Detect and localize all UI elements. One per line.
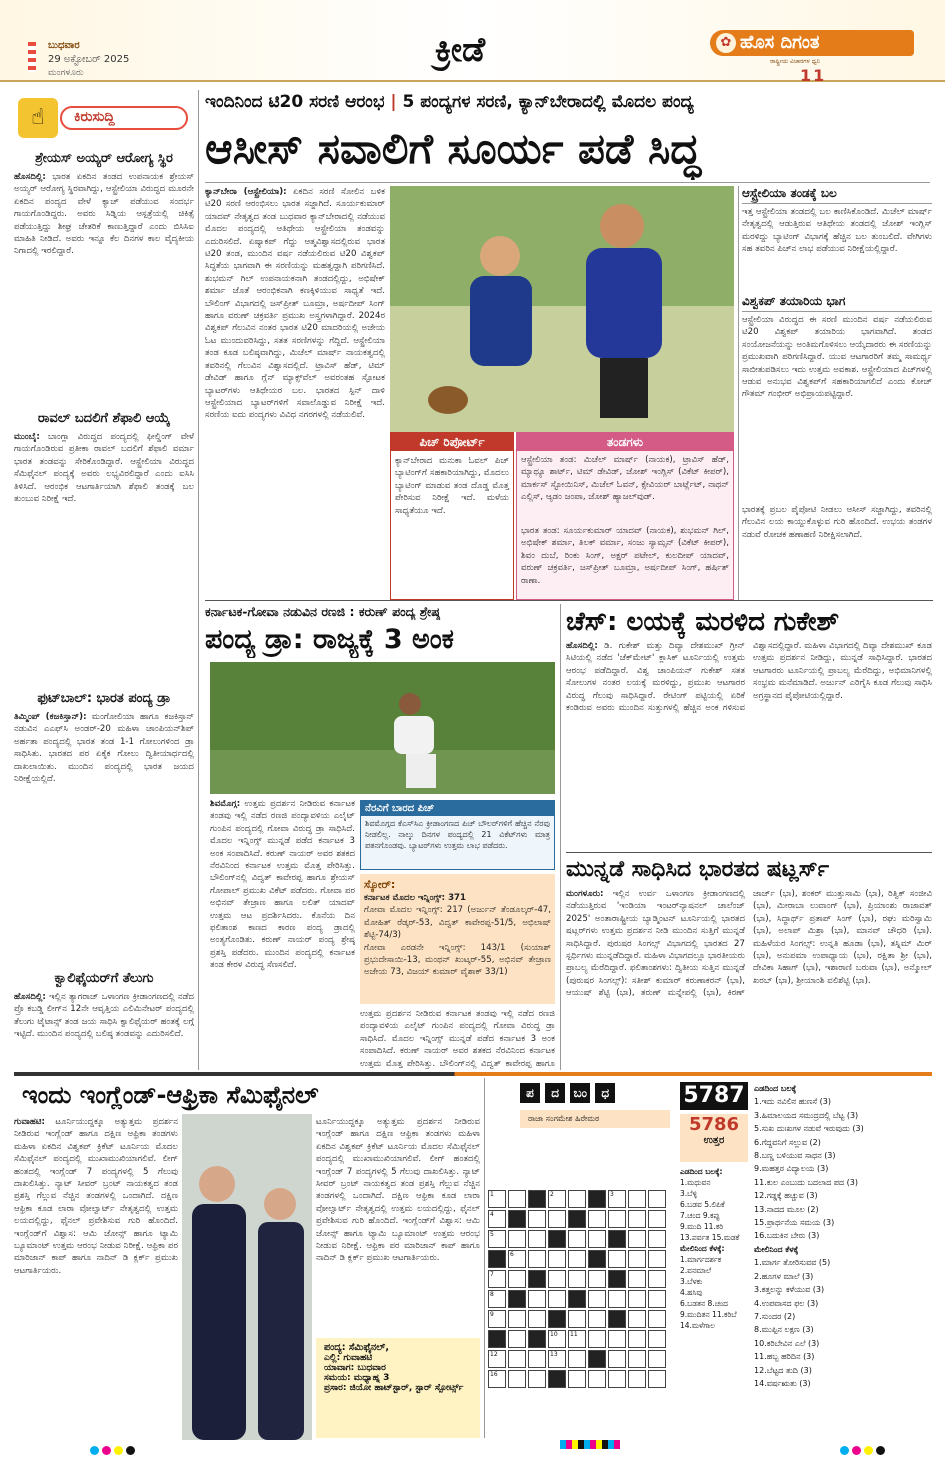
brief-dateline: ತಿಮ್ಮಿಂಪ್ (ಕಜಕಿಸ್ತಾನ್): (14, 712, 87, 722)
crossword-cell[interactable] (528, 1370, 546, 1388)
clue-across: 13.ನಾದದ ಮೂಲ (2) (754, 1204, 819, 1214)
crossword-cell[interactable]: 11 (568, 1330, 586, 1348)
ranji-body (210, 798, 355, 1070)
crossword-cell[interactable] (628, 1290, 646, 1308)
crossword-cell[interactable]: 10 (548, 1330, 566, 1348)
crossword-cell[interactable] (648, 1290, 666, 1308)
crossword-cell[interactable] (548, 1290, 566, 1308)
clue-across: 3.ಹಿಮಾಲಯದ ಸಮುದ್ರದಲ್ಲಿ ಬೆಟ್ಟ (3) (754, 1110, 859, 1120)
shuttlers-dateline: ಮಂಗಳೂರು: (566, 889, 604, 899)
column-divider (560, 604, 561, 1070)
answer-down: 14.ಮಳೆಗಾಲ (680, 1321, 715, 1330)
crossword-cell[interactable] (528, 1210, 546, 1228)
crossword-title-letter: ಪ (520, 1083, 540, 1103)
brief-title: ರಾವಲ್ ಬದಲಿಗೆ ಶೆಫಾಲಿ ಆಯ್ಕೆ (37, 411, 171, 426)
crossword-cell[interactable] (588, 1270, 606, 1288)
pitch-help-box (360, 800, 555, 870)
crossword-cell[interactable] (588, 1210, 606, 1228)
ranji-photo-illustration (210, 662, 555, 794)
brief-body (14, 431, 194, 691)
ranji-dateline: ಶಿವಮೊಗ್ಗ: (210, 799, 241, 809)
semifinal-info-line: ಎಲ್ಲಿ: ಗುವಾಹಟಿ (324, 1353, 373, 1363)
lead-kicker (205, 92, 930, 118)
worldcup-box (742, 294, 932, 500)
crossword-cell[interactable] (488, 1330, 506, 1348)
ranji-continued (360, 1008, 555, 1070)
crossword-cell[interactable] (548, 1310, 566, 1328)
crossword-title-letter: ಧ (595, 1083, 615, 1103)
brand-block (710, 28, 914, 85)
crossword-cell[interactable]: 1 (488, 1190, 506, 1208)
brief-text: ಬಾಂಗ್ಲಾ ವಿರುದ್ಧದ ಪಂದ್ಯದಲ್ಲಿ ಫೀಲ್ಡಿಂಗ್ ವೇಳೆ ಗಾಯಗೊಂಡಿರುವ ಪ್ರತೀಕಾ ರಾವಲ್ ಬದಲಿಗೆ ಶೆಫಾಲಿ ವರ್ಮಾ ಭಾರತ ತಂಡವನ್ನು ಸೇರಿಕೊಂಡಿದ್ದಾರೆ. ಆಸ್ಟ್ರೇಲಿಯಾ ವಿರುದ್ಧದ ಸೆಮಿಫೈನಲ್ ಪಂದ್ಯಕ್ಕೆ ಅವರು ಲಭ್ಯವಿರಲಿದ್ದಾರೆ ಎಂದು ಐಸಿಸಿ ತಿಳಿಸಿದೆ. ಆರಂಭಿಕ ಆಟಗಾರ್ತಿಯಾಗಿ ಶೆಫಾಲಿ ತಂಡಕ್ಕೆ ಬಲ ತುಂಬುವ ನಿರೀಕ್ಷೆ ಇದೆ. (14, 432, 194, 505)
crossword-cell[interactable] (648, 1190, 666, 1208)
answer-down: 9.ಮುದಿತನ 11.ಕರಿಬೆ (680, 1310, 737, 1319)
clues-down-title: ಮೇಲಿನಿಂದ ಕೆಳಕ್ಕೆ (754, 1244, 799, 1254)
clue-down: 4.ಉಪವಾಸದ ಫಲ (3) (754, 1298, 819, 1308)
hand-icon: ☝ (18, 98, 58, 138)
registration-dots-left (90, 1440, 138, 1459)
kirusuddi-column (14, 90, 194, 1070)
ranji-text: ಉತ್ತಮ ಪ್ರದರ್ಶನ ನೀಡಿರುವ ಕರ್ನಾಟಕ ತಂಡವು ಇಲ್ಲಿ ನಡೆದ ರಣಜಿ ಪಂದ್ಯಾವಳಿಯ ಎಲೈಟ್ ಗುಂಪಿನ ಪಂದ್ಯದಲ್ಲಿ ಗೋವಾ ವಿರುದ್ಧ ಡ್ರಾ ಸಾಧಿಸಿದೆ. ಮೊದಲ ಇನ್ನಿಂಗ್ಸ್ ಮುನ್ನಡೆ ಪಡೆದ ಕರ್ನಾಟಕ 3 ಅಂಕ ಸಂಪಾದಿಸಿದೆ. ಕರುಣ್ ನಾಯರ್ ಅವರ ಶತಕದ ನೆರವಿನಿಂದ ಕರ್ನಾಟಕ ಉತ್ತಮ ಮೊತ್ತ ಪೇರಿಸಿತ್ತು. ಬೌಲಿಂಗ್‌ನಲ್ಲಿ ವಿದ್ವತ್ ಕಾವೇರಪ್ಪ ಹಾಗೂ ಶ್ರೇಯಸ್ ಗೋಪಾಲ್ ಪ್ರಮುಖ ವಿಕೆಟ್ ಪಡೆದರು. ಗೋವಾ ಪರ ಅಭಿನವ್ ತೇಜ್ರಾಣ ಹಾಗೂ ಲಲಿತ್ ಯಾದವ್ ಉತ್ತಮ ಆಟ ಪ್ರದರ್ಶಿಸಿದರು. ಕೊನೆಯ ದಿನ ಫಲಿತಾಂಶ ಕಾಣದ ಕಾರಣ ಪಂದ್ಯ ಡ್ರಾದಲ್ಲಿ ಅಂತ್ಯಗೊಂಡಿತು. ಕರುಣ್ ನಾಯರ್ ಪಂದ್ಯ ಶ್ರೇಷ್ಠ ಪ್ರಶಸ್ತಿ ಪಡೆದರು. ಮುಂದಿನ ಪಂದ್ಯದಲ್ಲಿ ಕರ್ನಾಟಕ ತಂಡ ಕೇರಳ ವಿರುದ್ಧ ಸೆಣಸಲಿದೆ. (210, 799, 355, 971)
crossword-cell[interactable] (648, 1250, 666, 1268)
lead-kicker-right: 5 ಪಂದ್ಯಗಳ ಸರಣಿ, ಕ್ಯಾನ್‌ಬೇರಾದಲ್ಲಿ ಮೊದಲ ಪಂದ್ಯ (402, 92, 694, 112)
clue-across: 1.ಇದು ನವಿಲಿನ ಹುಣಸೆ (3) (754, 1097, 831, 1107)
crossword-cell[interactable] (568, 1290, 586, 1308)
crossword-cell[interactable] (608, 1370, 626, 1388)
clue-down: 12.ಬೆಟ್ಟದ ತುದಿ (3) (754, 1365, 812, 1375)
crossword-cell[interactable] (608, 1270, 626, 1288)
kirusuddi-header (14, 98, 192, 138)
crossword-cell[interactable] (628, 1270, 646, 1288)
crossword-cell[interactable] (648, 1230, 666, 1248)
crossword-cell[interactable]: 13 (548, 1350, 566, 1368)
semifinal-text-continued: ಟೂರ್ನಿಯುದ್ದಕ್ಕೂ ಅತ್ಯುತ್ತಮ ಪ್ರದರ್ಶನ ನೀಡಿರುವ ಇಂಗ್ಲೆಂಡ್ ಹಾಗೂ ದಕ್ಷಿಣ ಆಫ್ರಿಕಾ ತಂಡಗಳು ಮಹಿಳಾ ಏಕದಿನ ವಿಶ್ವಕಪ್ ಕ್ರಿಕೆಟ್ ಟೂರ್ನಿಯ ಮೊದಲ ಸೆಮಿಫೈನಲ್ ಪಂದ್ಯದಲ್ಲಿ ಮುಖಾಮುಖಿಯಾಗಲಿವೆ. ಲೀಗ್ ಹಂತದಲ್ಲಿ ಇಂಗ್ಲೆಂಡ್ 7 ಪಂದ್ಯಗಳಲ್ಲಿ 5 ಗೆಲುವು ದಾಖಲಿಸಿತ್ತು. ನ್ಯಾಟ್ ಸೀವರ್ ಬ್ರಂಟ್ ನಾಯಕತ್ವದ ತಂಡ ಪ್ರಶಸ್ತಿ ಗೆಲ್ಲುವ ನೆಚ್ಚಿನ ತಂಡಗಳಲ್ಲಿ ಒಂದಾಗಿದೆ. ದಕ್ಷಿಣ ಆಫ್ರಿಕಾ ಕೂಡ ಲಾರಾ ವೋಲ್ವಾರ್ಟ್ ನೇತೃತ್ವದಲ್ಲಿ ಉತ್ತಮ ಲಯದಲ್ಲಿದ್ದು, ಫೈನಲ್ ಪ್ರವೇಶಿಸುವ ಗುರಿ ಹೊಂದಿದೆ. ಇಂಗ್ಲೆಂಡ್‌ಗೆ ವಿಶ್ವಾಸ: ಆಮಿ ಜೋನ್ಸ್ ಹಾಗೂ ಟ್ಯಾಮಿ ಬ್ಯೂಮಾಂಟ್ ಉತ್ತಮ ಆರಂಭ ನೀಡುವ ನಿರೀಕ್ಷೆ. ಆಫ್ರಿಕಾ ಪರ ಮಾರಿಜಾನ್ ಕಾಪ್ ಹಾಗೂ ನಾದಿನ್ ಡಿ ಕ್ಲರ್ಕ್ ಪ್ರಮುಖ ಆಟಗಾರ್ತಿಯರು. (316, 1117, 480, 1264)
crossword-cell[interactable] (568, 1350, 586, 1368)
lead-photo-illustration (390, 186, 734, 432)
brief-title: ಕ್ವಾಲಿಫೈಯರ್‌ಗೆ ತೆಲುಗು (54, 971, 154, 986)
clue-down: 3.ಕತ್ತಲನ್ನು ಕಳೆಯುವ (3) (754, 1285, 825, 1295)
semifinal-info-box (316, 1338, 480, 1438)
crossword-cell[interactable] (628, 1330, 646, 1348)
crossword-cell[interactable] (568, 1310, 586, 1328)
ranji-photo (210, 662, 555, 794)
crossword-cell[interactable] (628, 1310, 646, 1328)
crossword-cell[interactable] (628, 1250, 646, 1268)
crossword-prev-answers (680, 1166, 750, 1438)
crossword-cell[interactable] (588, 1310, 606, 1328)
crossword-cell[interactable] (608, 1210, 626, 1228)
crossword-title-letter: ದ (545, 1083, 565, 1103)
crossword-cell[interactable] (588, 1290, 606, 1308)
score-title: ಸ್ಕೋರ್: (364, 878, 396, 891)
crossword-cell[interactable] (528, 1250, 546, 1268)
headline-rule (205, 182, 930, 183)
crossword-cell[interactable] (608, 1310, 626, 1328)
crossword-cell[interactable] (628, 1230, 646, 1248)
crossword-cell[interactable] (528, 1290, 546, 1308)
answer-down: 4.ಹಸಿವು (680, 1288, 703, 1297)
crossword-cell[interactable] (548, 1230, 566, 1248)
answer-down: 6.ಬಡತನ 8.ಚಂದ (680, 1299, 728, 1308)
masthead (0, 0, 945, 85)
column-divider (198, 90, 199, 1070)
crossword-cell[interactable] (508, 1270, 526, 1288)
crossword-cell[interactable] (548, 1250, 566, 1268)
crossword-cell[interactable] (508, 1370, 526, 1388)
crossword-grid (488, 1130, 676, 1430)
chess-body (566, 640, 932, 850)
crossword-cell[interactable] (528, 1230, 546, 1248)
pitch-report-box (390, 432, 514, 600)
semifinal-info-line: ಪ್ರಸಾರ: ಜಿಯೋ ಹಾಟ್‌ಸ್ಟಾರ್, ಸ್ಟಾರ್ ಸ್ಪೋರ್ಟ್ಸ್ (324, 1383, 464, 1393)
kirusuddi-label: ಕಿರುಸುದ್ದಿ (74, 109, 115, 125)
answer-down: 1.ಮಾರ್ಗದರ್ಶಕ (680, 1255, 722, 1264)
answers-across-title: ಎಡದಿಂದ ಬಲಕ್ಕೆ: (680, 1167, 723, 1176)
section-rule (205, 600, 933, 601)
answer-down: 2.ವನಮಾಲೆ (680, 1266, 712, 1275)
crossword-cell[interactable] (648, 1330, 666, 1348)
brief-3 (14, 690, 194, 950)
crossword-cell[interactable] (588, 1330, 606, 1348)
clue-across: 15.ಪ್ರಾರ್ಥನೆಯ ಸಮಯ (3) (754, 1218, 835, 1228)
crossword-clues (754, 1082, 934, 1438)
semifinal-body (14, 1116, 178, 1436)
squads-ind: ಭಾರತ ತಂಡ: ಸೂರ್ಯಕುಮಾರ್ ಯಾದವ್ (ನಾಯಕ), ಶುಭಮನ್ ಗಿಲ್, ಅಭಿಷೇಕ್ ಶರ್ಮಾ, ತಿಲಕ್ ವರ್ಮಾ, ಸಂಜು ಸ್ಯಾಮ್ಸನ್ (ವಿಕೆಟ್ ಕೀಪರ್), ಶಿವಂ ದುಬೆ, ರಿಂಕು ಸಿಂಗ್, ಅಕ್ಷರ್ ಪಟೇಲ್, ಕುಲದೀಪ್ ಯಾದವ್, ವರುಣ್ ಚಕ್ರವರ್ತಿ, ಜಸ್‌ಪ್ರೀತ್ ಬೂಮ್ರಾ, ಅರ್ಷದೀಪ್ ಸಿಂಗ್, ಹರ್ಷಿತ್ ರಾಣಾ. (521, 526, 729, 586)
registration-bar (560, 1440, 620, 1449)
pitch-report-title: ಪಿಚ್ ರಿಪೋರ್ಟ್ (391, 433, 513, 451)
clue-down: 14.ವರ್ಷಋತು (3) (754, 1378, 811, 1388)
crossword-cell[interactable]: 2 (548, 1190, 566, 1208)
brand-name: ಹೊಸ ದಿಗಂತ (740, 32, 820, 53)
masthead-day: ಬುಧವಾರ (48, 40, 80, 51)
crossword-cell[interactable] (628, 1210, 646, 1228)
crossword-prev-number: 5786 (688, 1114, 740, 1135)
registration-dots-right (840, 1440, 888, 1459)
score-line-1: ಕರ್ನಾಟಕ ಮೊದಲ ಇನ್ನಿಂಗ್ಸ್: 371 (364, 893, 467, 903)
crossword-credit (520, 1110, 670, 1128)
semifinal-photo (182, 1114, 312, 1440)
crossword-cell[interactable] (648, 1310, 666, 1328)
clue-across: 16.ಬದುಕಿನ ಬೇರು (3) (754, 1231, 820, 1241)
lead-body (205, 186, 385, 600)
section-title: ಕ್ರೀಡೆ (434, 30, 486, 70)
crossword-cell[interactable] (528, 1190, 546, 1208)
semifinal-info-line: ಯಾವಾಗ: ಬುಧವಾರ (324, 1363, 386, 1373)
answer-across: 3.ಬೆಳ್ಳಿ (680, 1189, 698, 1198)
answer-down: 3.ಬೆಳಕು (680, 1277, 703, 1286)
brief-dateline: ಮುಂಬೈ: (14, 432, 40, 442)
crossword-cell[interactable]: 9 (488, 1310, 506, 1328)
clue-down: 8.ಮುಪ್ಪಿನ ಲಕ್ಷಣ (3) (754, 1325, 814, 1335)
clue-down: 10.ಕರಿಬೇವಿನ ಎಲೆ (3) (754, 1338, 820, 1348)
crossword-cell[interactable] (588, 1230, 606, 1248)
ranji-headline: ಪಂದ್ಯ ಡ್ರಾ: ರಾಜ್ಯಕ್ಕೆ 3 ಅಂಕ (205, 624, 454, 655)
crossword-cell[interactable]: 16 (488, 1370, 506, 1388)
chess-dateline: ಹೊಸದಿಲ್ಲಿ: (566, 641, 598, 651)
crossword-cell[interactable] (608, 1230, 626, 1248)
crossword-cell[interactable] (568, 1270, 586, 1288)
column-divider (738, 186, 739, 600)
crossword-cell[interactable] (568, 1230, 586, 1248)
squads-title: ತಂಡಗಳು (517, 433, 733, 451)
page-number: 11 (800, 66, 827, 85)
clue-down: 2.ಹೂಗಳ ಮಾಲೆ (3) (754, 1271, 814, 1281)
ranji-kicker: ಕರ್ನಾಟಕ-ಗೋವಾ ನಡುವಿನ ರಣಜಿ : ಕರುಣ್ ಪಂದ್ಯ ಶ್ರೇಷ್ಠ (205, 604, 440, 619)
crossword-number: 5787 (680, 1082, 748, 1110)
kicker-separator: | (390, 92, 403, 112)
shuttlers-headline: ಮುನ್ನಡೆ ಸಾಧಿಸಿದ ಭಾರತದ ಷಟ್ಲರ್ಸ್ (566, 857, 829, 882)
crossword-cell[interactable] (568, 1370, 586, 1388)
shuttlers-text: ಇಲ್ಲಿನ ಉರ್ವ ಒಳಾಂಗಣ ಕ್ರೀಡಾಂಗಣದಲ್ಲಿ ನಡೆಯುತ್ತಿರುವ 'ಇಂಡಿಯಾ ಇಂಟರ್‌ನ್ಯಾಷನಲ್ ಚಾಲೆಂಜ್ 2025' ಅಂತಾರಾಷ್ಟ್ರೀಯ ಬ್ಯಾಡ್ಮಿಂಟನ್ ಟೂರ್ನಿಯಲ್ಲಿ ಭಾರತದ ಷಟ್ಲರ್‌ಗಳು ಉತ್ತಮ ಪ್ರದರ್ಶನ ನೀಡಿ ಮುಂದಿನ ಸುತ್ತಿಗೆ ಮುನ್ನಡೆ ಸಾಧಿಸಿದ್ದಾರೆ. ಪುರುಷರ ಸಿಂಗಲ್ಸ್ ವಿಭಾಗದಲ್ಲಿ ಭಾರತದ 27 ಸ್ಪರ್ಧಿಗಳು ಮುನ್ನಡೆದಿದ್ದಾರೆ. ಮಹಿಳಾ ವಿಭಾಗದಲ್ಲೂ ಭಾರತೀಯರು ಪ್ರಾಬಲ್ಯ ಮೆರೆದಿದ್ದಾರೆ. ಫಲಿತಾಂಶಗಳು: ದ್ವಿತೀಯ ಸುತ್ತಿನ ಮುನ್ನಡೆ (ಪುರುಷರ ಸಿಂಗಲ್ಸ್): ಸತೀಶ್ ಕುಮಾರ್ ಕರುಣಾಕರನ್ (ಭಾ), ಆಯುಷ್ ಶೆಟ್ಟಿ (ಭಾ), ತರುಣ್ ಮನ್ನೇಪಲ್ಲಿ (ಭಾ), ಕಿರಣ್ ಜಾರ್ಜ್ (ಭಾ), ಶಂಕರ್ ಮುತ್ತುಸಾಮಿ (ಭಾ), ರಿತ್ವಿಕ್ ಸಂಜೀವಿ (ಭಾ), ಮೀರಾಬಾ ಲುವಾಂಗ್ (ಭಾ), ಪ್ರಿಯಾಂಶು ರಾಜಾವತ್ (ಭಾ), ಸಿದ್ಧಾರ್ಥ್ ಪ್ರತಾಪ್ ಸಿಂಗ್ (ಭಾ), ರಘು ಮರಿಸ್ವಾಮಿ (ಭಾ), ಅಲಾಪ್ ಮಿಶ್ರಾ (ಭಾ), ಮಾನವ್ ಚೌಧರಿ (ಭಾ). ಮಹಿಳೆಯರ ಸಿಂಗಲ್ಸ್: ಉನ್ನತಿ ಹೂಡಾ (ಭಾ), ತಸ್ನಿಮ್ ಮಿರ್ (ಭಾ), ಅನುಪಮಾ ಉಪಾಧ್ಯಾಯ (ಭಾ), ರಕ್ಷಿತಾ ಶ್ರೀ (ಭಾ), ದೇವಿಕಾ ಸಿಹಾಗ್ (ಭಾ), ಇಶಾರಾಣಿ ಬರುವಾ (ಭಾ), ಅನ್ಮೋಲ್ ಖರಬ್ (ಭಾ), ಶ್ರೀಯಾಂಶಿ ವಲಿಶೆಟ್ಟಿ (ಭಾ). (566, 889, 932, 999)
crossword-cell[interactable] (568, 1250, 586, 1268)
brief-text: ಭಾರತ ಏಕದಿನ ತಂಡದ ಉಪನಾಯಕ ಶ್ರೇಯಸ್ ಅಯ್ಯರ್ ಆರೋಗ್ಯ ಸ್ಥಿರವಾಗಿದ್ದು, ಆಸ್ಟ್ರೇಲಿಯಾ ವಿರುದ್ಧದ ಮೂರನೇ ಏಕದಿನ ಪಂದ್ಯದ ವೇಳೆ ಕ್ಯಾಚ್ ಪಡೆಯುವ ಸಂದರ್ಭ ಗಾಯಗೊಂಡಿದ್ದರು. ಅವರು ಸಿಡ್ನಿಯ ಆಸ್ಪತ್ರೆಯಲ್ಲಿ ಚಿಕಿತ್ಸೆ ಪಡೆಯುತ್ತಿದ್ದು ಶೀಘ್ರ ಚೇತರಿಕೆ ಕಾಣುತ್ತಿದ್ದಾರೆ ಎಂದು ಬಿಸಿಸಿಐ ಮಾಹಿತಿ ನೀಡಿದೆ. ಅವರು ಇನ್ನೂ ಕೆಲ ದಿನಗಳ ಕಾಲ ವೈದ್ಯಕೀಯ ನಿಗಾದಲ್ಲಿ ಇರಲಿದ್ದಾರೆ. (14, 172, 194, 257)
crossword-cell[interactable] (548, 1210, 566, 1228)
crossword-prev-box (680, 1114, 748, 1162)
answer-across: 6.ಬಡವ 5.ಲಿಪಿಕೆ (680, 1200, 725, 1209)
crossword-cell[interactable]: 6 (508, 1250, 526, 1268)
semifinal-text: ಟೂರ್ನಿಯುದ್ದಕ್ಕೂ ಅತ್ಯುತ್ತಮ ಪ್ರದರ್ಶನ ನೀಡಿರುವ ಇಂಗ್ಲೆಂಡ್ ಹಾಗೂ ದಕ್ಷಿಣ ಆಫ್ರಿಕಾ ತಂಡಗಳು ಮಹಿಳಾ ಏಕದಿನ ವಿಶ್ವಕಪ್ ಕ್ರಿಕೆಟ್ ಟೂರ್ನಿಯ ಮೊದಲ ಸೆಮಿಫೈನಲ್ ಪಂದ್ಯದಲ್ಲಿ ಮುಖಾಮುಖಿಯಾಗಲಿವೆ. ಲೀಗ್ ಹಂತದಲ್ಲಿ ಇಂಗ್ಲೆಂಡ್ 7 ಪಂದ್ಯಗಳಲ್ಲಿ 5 ಗೆಲುವು ದಾಖಲಿಸಿತ್ತು. ನ್ಯಾಟ್ ಸೀವರ್ ಬ್ರಂಟ್ ನಾಯಕತ್ವದ ತಂಡ ಪ್ರಶಸ್ತಿ ಗೆಲ್ಲುವ ನೆಚ್ಚಿನ ತಂಡಗಳಲ್ಲಿ ಒಂದಾಗಿದೆ. ದಕ್ಷಿಣ ಆಫ್ರಿಕಾ ಕೂಡ ಲಾರಾ ವೋಲ್ವಾರ್ಟ್ ನೇತೃತ್ವದಲ್ಲಿ ಉತ್ತಮ ಲಯದಲ್ಲಿದ್ದು, ಫೈನಲ್ ಪ್ರವೇಶಿಸುವ ಗುರಿ ಹೊಂದಿದೆ. ಇಂಗ್ಲೆಂಡ್‌ಗೆ ವಿಶ್ವಾಸ: ಆಮಿ ಜೋನ್ಸ್ ಹಾಗೂ ಟ್ಯಾಮಿ ಬ್ಯೂಮಾಂಟ್ ಉತ್ತಮ ಆರಂಭ ನೀಡುವ ನಿರೀಕ್ಷೆ. ಆಫ್ರಿಕಾ ಪರ ಮಾರಿಜಾನ್ ಕಾಪ್ ಹಾಗೂ ನಾದಿನ್ ಡಿ ಕ್ಲರ್ಕ್ ಪ್ರಮುಖ ಆಟಗಾರ್ತಿಯರು. (14, 1117, 178, 1276)
crossword-cell[interactable] (608, 1290, 626, 1308)
lead-headline: ಆಸೀಸ್ ಸವಾಲಿಗೆ ಸೂರ್ಯ ಪಡೆ ಸಿದ್ಧ (205, 124, 701, 173)
clue-across: 11.ಕುಲ ಎಂಬುದು ಬದಲಾದ ಪದ (3) (754, 1177, 858, 1187)
pitch-help-title: ನೆರವಿಗೆ ಬಾರದ ಪಿಚ್ (361, 801, 554, 816)
clue-across: 9.ಮಹತ್ತರ ವಿದ್ಯಾಲಯ (3) (754, 1164, 829, 1174)
crossword-cell[interactable]: 8 (488, 1290, 506, 1308)
crossword-cell[interactable]: 4 (488, 1210, 506, 1228)
crossword-title (520, 1082, 615, 1104)
crossword-cell[interactable] (588, 1250, 606, 1268)
lead-dateline: ಕ್ಯಾನ್‌ಬೇರಾ (ಆಸ್ಟ್ರೇಲಿಯಾ): (205, 187, 287, 197)
crossword-cell[interactable] (568, 1210, 586, 1228)
clue-across: 5.ಸುಖ ದುಃಖಗಳ ನಡುವೆ ಇರುವುದು (3) (754, 1124, 864, 1134)
crossword-cell[interactable] (508, 1330, 526, 1348)
squads-box (516, 432, 734, 600)
crossword-cell[interactable] (508, 1190, 526, 1208)
crossword-cell[interactable] (608, 1350, 626, 1368)
answer-across: 1.ಮಧುವನ (680, 1178, 711, 1187)
crossword-cell[interactable] (648, 1210, 666, 1228)
crossword-cell[interactable]: 5 (488, 1230, 506, 1248)
crossword-cell[interactable] (588, 1370, 606, 1388)
chess-text: ಡಿ. ಗುಕೇಶ್ ಮತ್ತು ದಿವ್ಯಾ ದೇಶಮುಖ್ ಗ್ರೀನ್ ಸಿಟಿಯಲ್ಲಿ ನಡೆದ 'ಚೆಕ್‌ಮೇಟ್' ಕ್ಲಾಸಿಕ್ ಟೂರ್ನಿಯಲ್ಲಿ ಉತ್ತಮ ಆರಂಭ ಪಡೆದಿದ್ದಾರೆ. ವಿಶ್ವ ಚಾಂಪಿಯನ್ ಗುಕೇಶ್ ಸತತ ಸೋಲುಗಳ ನಂತರ ಲಯಕ್ಕೆ ಮರಳಿದ್ದು, ಪ್ರಮುಖ ಆಟಗಾರರ ವಿರುದ್ಧ ಗೆಲುವು ಸಾಧಿಸಿದ್ದಾರೆ. ರೇಟಿಂಗ್ ಪಟ್ಟಿಯಲ್ಲಿ ಏರಿಕೆ ಕಂಡಿರುವ ಅವರು ಮುಂದಿನ ಸುತ್ತುಗಳಲ್ಲಿ ಹೆಚ್ಚಿನ ಅಂಕ ಗಳಿಸುವ ವಿಶ್ವಾಸದಲ್ಲಿದ್ದಾರೆ. ಮಹಿಳಾ ವಿಭಾಗದಲ್ಲಿ ದಿವ್ಯಾ ದೇಶಮುಖ್ ಕೂಡ ಉತ್ತಮ ಪ್ರದರ್ಶನ ನೀಡಿದ್ದು, ಮುನ್ನಡೆ ಸಾಧಿಸಿದ್ದಾರೆ. ಭಾರತದ ಆಟಗಾರರು ಟೂರ್ನಿಯಲ್ಲಿ ಪ್ರಾಬಲ್ಯ ಮೆರೆದಿದ್ದು, ಅಭಿಮಾನಿಗಳಲ್ಲಿ ಸಂಭ್ರಮ ಮನೆಮಾಡಿದೆ. ಅರ್ಜುನ್ ಎರಿಗೈಸಿ ಕೂಡ ಗೆಲುವು ಸಾಧಿಸಿ ಅಗ್ರಸ್ಥಾನದ ಪೈಪೋಟಿಯಲ್ಲಿದ್ದಾರೆ. (566, 641, 932, 714)
brief-body (14, 171, 194, 401)
crossword-cell[interactable] (648, 1350, 666, 1368)
semifinal-photo-illustration (182, 1114, 312, 1440)
crossword-cell[interactable] (528, 1310, 546, 1328)
score-line-3: ಗೋವಾ ಎರಡನೇ ಇನ್ನಿಂಗ್ಸ್: 143/1 (ಸುಯಾಶ್ ಪ್ರಭುದೇಸಾಯಿ-13, ಮಂಥನ್ ಖುಟ್ಕರ್-55, ಅಭಿನವ್ ತೇಜ್ರಾಣ ಅಜೇಯ 73, ವಿಜಯ್ ಕುಮಾರ್ ವೈಶಾಕ್ 33/1) (364, 942, 551, 978)
lead-text: ಏಕದಿನ ಸರಣಿ ಸೋಲಿನ ಬಳಿಕ ಟಿ20 ಸರಣಿ ಆರಂಭಿಸಲು ಭಾರತ ಸಜ್ಜಾಗಿದೆ. ಸೂರ್ಯಕುಮಾರ್ ಯಾದವ್ ನೇತೃತ್ವದ ತಂಡ ಬುಧವಾರ ಕ್ಯಾನ್‌ಬೇರಾದಲ್ಲಿ ನಡೆಯುವ ಮೊದಲ ಪಂದ್ಯದಲ್ಲಿ ಆತಿಥೇಯ ಆಸ್ಟ್ರೇಲಿಯಾ ತಂಡವನ್ನು ಎದುರಿಸಲಿದೆ. ಏಷ್ಯಾಕಪ್ ಗೆದ್ದು ಆತ್ಮವಿಶ್ವಾಸದಲ್ಲಿರುವ ಭಾರತ ಟಿ20 ತಂಡ, ಮುಂದಿನ ವರ್ಷ ನಡೆಯಲಿರುವ ಟಿ20 ವಿಶ್ವಕಪ್ ಸಿದ್ಧತೆಯ ಭಾಗವಾಗಿ ಈ ಸರಣಿಯನ್ನು ಮಹತ್ವದ್ದಾಗಿ ಪರಿಗಣಿಸಿದೆ. ಶುಭಮನ್ ಗಿಲ್ ಉಪನಾಯಕನಾಗಿ ತಂಡದಲ್ಲಿದ್ದು, ಅಭಿಷೇಕ್ ಶರ್ಮಾ ಜೊತೆ ಆರಂಭಿಕನಾಗಿ ಕಣಕ್ಕಿಳಿಯುವ ಸಾಧ್ಯತೆ ಇದೆ. ಬೌಲಿಂಗ್ ವಿಭಾಗದಲ್ಲಿ ಜಸ್‌ಪ್ರೀತ್ ಬೂಮ್ರಾ, ಅರ್ಷದೀಪ್ ಸಿಂಗ್ ಹಾಗೂ ವರುಣ್ ಚಕ್ರವರ್ತಿ ಪ್ರಮುಖ ಅಸ್ತ್ರಗಳಾಗಿದ್ದಾರೆ. 2024ರ ವಿಶ್ವಕಪ್ ಗೆಲುವಿನ ನಂತರ ಭಾರತ ಟಿ20 ಮಾದರಿಯಲ್ಲಿ ಅಜೇಯ ಓಟ ಮುಂದುವರಿಸಿದ್ದು, ಸತತ ಸರಣಿಗಳನ್ನು ಗೆದ್ದಿದೆ. ಆಸ್ಟ್ರೇಲಿಯಾ ತಂಡ ಕೂಡ ಬಲಿಷ್ಠವಾಗಿದ್ದು, ಮಿಚೆಲ್ ಮಾರ್ಷ್ ನಾಯಕತ್ವದಲ್ಲಿ ತವರಿನಲ್ಲಿ ಗೆಲುವಿನ ವಿಶ್ವಾಸದಲ್ಲಿದೆ. ಟ್ರಾವಿಸ್ ಹೆಡ್, ಟಿಮ್ ಡೇವಿಡ್ ಹಾಗೂ ಗ್ಲೆನ್ ಮ್ಯಾಕ್ಸ್‌ವೆಲ್ ಅವರಂತಹ ಸ್ಫೋಟಕ ಬ್ಯಾಟರ್‌ಗಳು ಆತಿಥೇಯರ ಬಲ. ಭಾರತದ ಸ್ಪಿನ್ ದಾಳಿ ಆಸ್ಟ್ರೇಲಿಯಾದ ಬ್ಯಾಟರ್‌ಗಳಿಗೆ ಸವಾಲೊಡ್ಡುವ ನಿರೀಕ್ಷೆ ಇದೆ. ಸರಣಿಯ ಐದು ಪಂದ್ಯಗಳು ವಿವಿಧ ನಗರಗಳಲ್ಲಿ ನಡೆಯಲಿವೆ. (205, 187, 385, 421)
crossword-cell[interactable] (508, 1350, 526, 1368)
crossword-cell[interactable] (588, 1350, 606, 1368)
clue-down: 7.ಸುಂದರ (2) (754, 1311, 796, 1321)
crossword-credit-text: ರಾಜಾ ಸಂಗಮೇಶ ಹಿರೇಮಠ (528, 1114, 600, 1123)
score-box (360, 874, 555, 1004)
crossword-title-letter: ಬಂ (570, 1083, 590, 1103)
separator-bar (14, 1072, 932, 1076)
brief-body (14, 711, 194, 951)
section-rule (566, 852, 932, 853)
crossword-cell[interactable] (508, 1290, 526, 1308)
lead-kicker-left: ಇಂದಿನಿಂದ ಟಿ20 ಸರಣಿ ಆರಂಭ (205, 92, 385, 112)
clue-across: 12.ಗಡ್ಡಕ್ಕೆ ಹಚ್ಚುವ (3) (754, 1191, 818, 1201)
crossword-cell[interactable] (528, 1330, 546, 1348)
brief-text: ಇಲ್ಲಿನ ತ್ಯಾಗರಾಜ್ ಒಳಾಂಗಣ ಕ್ರೀಡಾಂಗಣದಲ್ಲಿ ನಡೆದ ಪ್ರೊ ಕಬಡ್ಡಿ ಲೀಗ್‌ನ 12ನೇ ಆವೃತ್ತಿಯ ಎಲಿಮಿನೇಟರ್ ಪಂದ್ಯದಲ್ಲಿ ತೆಲುಗು ಟೈಟಾನ್ಸ್ ತಂಡ ಜಯ ಸಾಧಿಸಿ ಕ್ವಾಲಿಫೈಯರ್ ಹಂತಕ್ಕೆ ಲಗ್ಗೆ ಇಟ್ಟಿದೆ. ಮುಂದಿನ ಪಂದ್ಯದಲ್ಲಿ ಬಲಿಷ್ಠ ತಂಡವನ್ನು ಎದುರಿಸಲಿದೆ. (14, 992, 194, 1040)
crossword-cell[interactable] (508, 1230, 526, 1248)
strength-body: ಇತ್ತ ಆಸ್ಟ್ರೇಲಿಯಾ ತಂಡದಲ್ಲಿ ಬಲ ಕಾಣಿಸಿಕೊಂಡಿದೆ. ಮಿಚೆಲ್ ಮಾರ್ಷ್ ನೇತೃತ್ವದಲ್ಲಿ ಆಡುತ್ತಿರುವ ಆತಿಥೇಯ ತಂಡದಲ್ಲಿ ಜೋಶ್ ಇಂಗ್ಲಿಸ್ ಮರಳಿದ್ದು ಬ್ಯಾಟಿಂಗ್ ವಿಭಾಗಕ್ಕೆ ಹೆಚ್ಚಿನ ಬಲ ತುಂಬಲಿದೆ. ವೇಗಿಗಳು ಸಹ ತವರಿನ ಪಿಚ್‌ನ ಲಾಭ ಪಡೆಯುವ ನಿರೀಕ್ಷೆಯಲ್ಲಿದ್ದಾರೆ. (742, 207, 932, 255)
clues-across-title: ಎಡದಿಂದ ಬಲಕ್ಕೆ (754, 1084, 797, 1093)
clue-down: 1.ಮಾರ್ಗ ತೋರಿಸುವವ (5) (754, 1258, 831, 1268)
column-divider (484, 1078, 485, 1438)
crossword-cell[interactable] (528, 1270, 546, 1288)
brand-tagline: ರಾಷ್ಟ್ರೀಯ ವಿಚಾರಗಳ ಧ್ವನಿ (770, 58, 821, 65)
answers-down-title: ಮೇಲಿನಿಂದ ಕೆಳಕ್ಕೆ: (680, 1244, 725, 1253)
clue-down: 11.ಹಬ್ಬ ಹರಿದಿನ (3) (754, 1352, 815, 1362)
lead-photo (390, 186, 734, 432)
crossword-cell[interactable] (608, 1250, 626, 1268)
brief-2 (14, 410, 194, 710)
clue-across: 8.ಬಣ್ಣ ಬಳಿಯುವ ಸಾಧನ (3) (754, 1151, 836, 1161)
score-line-2: ಗೋವಾ ಮೊದಲ ಇನ್ನಿಂಗ್ಸ್: 217 (ಅರ್ಜುನ್ ತೆಂಡೂಲ್ಕರ್-47, ಮೋಹಿತ್ ರೆಡ್ಕರ್-53, ವಿದ್ವತ್ ಕಾವೇರಪ್ಪ-51/5, ಅಭಿಲಾಷ್ ಶೆಟ್ಟಿ-74/3) (364, 905, 551, 941)
semifinal-info-title: ಪಂದ್ಯ: ಸೆಮಿಫೈನಲ್, (324, 1342, 389, 1353)
crossword-cell[interactable] (648, 1370, 666, 1388)
masthead-date: 29 ಅಕ್ಟೋಬರ್ 2025 (48, 54, 130, 65)
crossword-cell[interactable] (528, 1350, 546, 1368)
semifinal-continued (316, 1116, 480, 1336)
brief-dateline: ಹೊಸದಿಲ್ಲಿ: (14, 172, 46, 182)
answer-across: 9.ಮುದಿ 11.ಕರಿ (680, 1222, 724, 1231)
shuttlers-body (566, 888, 932, 1068)
semifinal-headline: ಇಂದು ಇಂಗ್ಲೆಂಡ್-ಆಫ್ರಿಕಾ ಸೆಮಿಫೈನಲ್ (22, 1081, 319, 1109)
page-corner-stripes (28, 42, 36, 72)
answer-across: 13.ಪರ್ವತ 15.ಮಡಕೆ (680, 1233, 740, 1242)
answer-across: 7.ಚಂದ 9.ಕಪ್ಪು (680, 1211, 721, 1220)
worldcup-title: ವಿಶ್ವಕಪ್ ತಯಾರಿಯ ಭಾಗ (742, 294, 932, 312)
crossword-cell[interactable]: 12 (488, 1350, 506, 1368)
crossword-cell[interactable] (548, 1270, 566, 1288)
crossword-cell[interactable] (508, 1310, 526, 1328)
brief-text: ಮಂಗೋಲಿಯಾ ಹಾಗೂ ಕಜಕಿಸ್ತಾನ್ ನಡುವಿನ ಎಎಫ್‌ಸಿ ಅಂಡರ್-20 ಮಹಿಳಾ ಚಾಂಪಿಯನ್‌ಶಿಪ್ ಅರ್ಹತಾ ಪಂದ್ಯದಲ್ಲಿ ಭಾರತ ತಂಡ 1-1 ಗೋಲುಗಳಿಂದ ಡ್ರಾ ಸಾಧಿಸಿತು. ಭಾರತದ ಪರ ಏಕೈಕ ಗೋಲು ದ್ವಿತೀಯಾರ್ಧದಲ್ಲಿ ದಾಖಲಾಯಿತು. ಮುಂದಿನ ಪಂದ್ಯದಲ್ಲಿ ಭಾರತ ಜಯದ ನಿರೀಕ್ಷೆಯಲ್ಲಿದೆ. (14, 712, 194, 785)
masthead-city: ಮಂಗಳೂರು (48, 68, 84, 78)
pitch-report-body: ಕ್ಯಾನ್‌ಬೇರಾದ ಮನುಕಾ ಓವಲ್ ಪಿಚ್ ಬ್ಯಾಟಿಂಗ್‌ಗೆ ಸಹಕಾರಿಯಾಗಿದ್ದು, ಮೊದಲು ಬ್ಯಾಟಿಂಗ್ ಮಾಡುವ ತಂಡ ದೊಡ್ಡ ಮೊತ್ತ ಪೇರಿಸುವ ನಿರೀಕ್ಷೆ ಇದೆ. ಮಳೆಯ ಸಾಧ್ಯತೆಯೂ ಇದೆ. (395, 456, 509, 516)
crossword-cell[interactable]: 7 (488, 1270, 506, 1288)
semifinal-dateline: ಗುವಾಹಟಿ: (14, 1117, 45, 1127)
strength-box (742, 186, 932, 290)
crossword-cell[interactable] (628, 1350, 646, 1368)
clue-across: 6.ಗೆದ್ದವನಿಗೆ ಸಲ್ಲುವ (2) (754, 1137, 821, 1147)
brief-title: ಫುಟ್‌ಬಾಲ್: ಭಾರತ ಪಂದ್ಯ ಡ್ರಾ (37, 691, 171, 706)
brief-dateline: ಹೊಸದಿಲ್ಲಿ: (14, 992, 46, 1002)
crossword-cell[interactable]: 3 (608, 1190, 626, 1208)
crossword-cell[interactable] (548, 1370, 566, 1388)
crossword-cell[interactable] (648, 1270, 666, 1288)
side-tail: ಭಾರತಕ್ಕೆ ಪ್ರಬಲ ಪೈಪೋಟಿ ನೀಡಲು ಆಸೀಸ್ ಸಜ್ಜಾಗಿದ್ದು, ತವರಿನಲ್ಲಿ ಗೆಲುವಿನ ಲಯ ಕಾಯ್ದುಕೊಳ್ಳುವ ಗುರಿ ಹೊಂದಿದೆ. ಉಭಯ ತಂಡಗಳ ನಡುವೆ ರೋಚಕ ಹಣಾಹಣಿ ನಿರೀಕ್ಷಿಸಲಾಗಿದೆ. (742, 505, 932, 540)
crossword-cell[interactable] (628, 1190, 646, 1208)
pitch-help-body: ಶಿವಮೊಗ್ಗದ ಕೆಎಸ್‌ಸಿಎ ಕ್ರೀಡಾಂಗಣದ ಪಿಚ್ ಬೌಲರ್‌ಗಳಿಗೆ ಹೆಚ್ಚಿನ ನೆರವು ನೀಡಲಿಲ್ಲ. ನಾಲ್ಕು ದಿನಗಳ ಪಂದ್ಯದಲ್ಲಿ 21 ವಿಕೆಟ್‌ಗಳು ಮಾತ್ರ ಪತನಗೊಂಡವು. ಬ್ಯಾಟರ್‌ಗಳು ಉತ್ತಮ ಲಾಭ ಪಡೆದರು. (365, 819, 550, 850)
crossword-cell[interactable] (488, 1250, 506, 1268)
crossword-cell[interactable] (608, 1330, 626, 1348)
lotus-icon: ✿ (716, 33, 736, 53)
brief-title: ಶ್ರೇಯಸ್ ಅಯ್ಯರ್ ಆರೋಗ್ಯ ಸ್ಥಿರ (35, 151, 173, 166)
chess-headline: ಚೆಸ್: ಲಯಕ್ಕೆ ಮರಳಿದ ಗುಕೇಶ್ (566, 607, 840, 637)
semifinal-info-line: ಸಮಯ: ಮಧ್ಯಾಹ್ನ 3 (324, 1373, 390, 1383)
ranji-text-continued: ಉತ್ತಮ ಪ್ರದರ್ಶನ ನೀಡಿರುವ ಕರ್ನಾಟಕ ತಂಡವು ಇಲ್ಲಿ ನಡೆದ ರಣಜಿ ಪಂದ್ಯಾವಳಿಯ ಎಲೈಟ್ ಗುಂಪಿನ ಪಂದ್ಯದಲ್ಲಿ ಗೋವಾ ವಿರುದ್ಧ ಡ್ರಾ ಸಾಧಿಸಿದೆ. ಮೊದಲ ಇನ್ನಿಂಗ್ಸ್ ಮುನ್ನಡೆ ಪಡೆದ ಕರ್ನಾಟಕ 3 ಅಂಕ ಸಂಪಾದಿಸಿದೆ. ಕರುಣ್ ನಾಯರ್ ಅವರ ಶತಕದ ನೆರವಿನಿಂದ ಕರ್ನಾಟಕ ಉತ್ತಮ ಮೊತ್ತ ಪೇರಿಸಿತ್ತು. ಬೌಲಿಂಗ್‌ನಲ್ಲಿ ವಿದ್ವತ್ ಕಾವೇರಪ್ಪ ಹಾಗೂ (360, 1009, 555, 1069)
strength-title: ಆಸ್ಟ್ರೇಲಿಯಾ ತಂಡಕ್ಕೆ ಬಲ (742, 186, 932, 204)
crossword-cell[interactable] (588, 1190, 606, 1208)
worldcup-body: ಆಸ್ಟ್ರೇಲಿಯಾ ವಿರುದ್ಧದ ಈ ಸರಣಿ ಮುಂದಿನ ವರ್ಷ ನಡೆಯಲಿರುವ ಟಿ20 ವಿಶ್ವಕಪ್ ತಯಾರಿಯ ಭಾಗವಾಗಿದೆ. ತಂಡದ ಸಂಯೋಜನೆಯನ್ನು ಅಂತಿಮಗೊಳಿಸಲು ಆಯ್ಕೆದಾರರು ಈ ಸರಣಿಯನ್ನು ಪ್ರಮುಖವಾಗಿ ಪರಿಗಣಿಸಿದ್ದಾರೆ. ಯುವ ಆಟಗಾರರಿಗೆ ತಮ್ಮ ಸಾಮರ್ಥ್ಯ ಸಾಬೀತುಪಡಿಸಲು ಇದು ಉತ್ತಮ ಅವಕಾಶ. ಆಸ್ಟ್ರೇಲಿಯಾದ ಪಿಚ್‌ಗಳಲ್ಲಿ ಆಡುವ ಅನುಭವ ವಿಶ್ವಕಪ್‌ಗೆ ಸಹಕಾರಿಯಾಗಲಿದೆ ಎಂದು ಕೋಚ್ ಗೌತಮ್ ಗಂಭೀರ್ ಅಭಿಪ್ರಾಯಪಟ್ಟಿದ್ದಾರೆ. (742, 315, 932, 400)
crossword-cell[interactable] (508, 1210, 526, 1228)
squads-aus: ಆಸ್ಟ್ರೇಲಿಯಾ ತಂಡ: ಮಿಚೆಲ್ ಮಾರ್ಷ್ (ನಾಯಕ), ಟ್ರಾವಿಸ್ ಹೆಡ್, ಮ್ಯಾಥ್ಯೂ ಶಾರ್ಟ್, ಟಿಮ್ ಡೇವಿಡ್, ಜೋಶ್ ಇಂಗ್ಲಿಸ್ (ವಿಕೆಟ್ ಕೀಪರ್), ಮಾರ್ಕಸ್ ಸ್ಟೋಯಿನಿಸ್, ಮಿಚೆಲ್ ಓವನ್, ಕ್ಸೇವಿಯರ್ ಬಾರ್ಟ್ಲೆಟ್, ನಾಥನ್ ಎಲ್ಲಿಸ್, ಆ್ಯಡಂ ಜಂಪಾ, ಜೋಶ್ ಹ್ಯಾಜಲ್‌ವುಡ್. (521, 455, 729, 503)
crossword-cell[interactable] (628, 1370, 646, 1388)
brief-1 (14, 150, 194, 410)
crossword-prev-label: ಉತ್ತರ (703, 1135, 725, 1146)
crossword-cell[interactable] (568, 1190, 586, 1208)
